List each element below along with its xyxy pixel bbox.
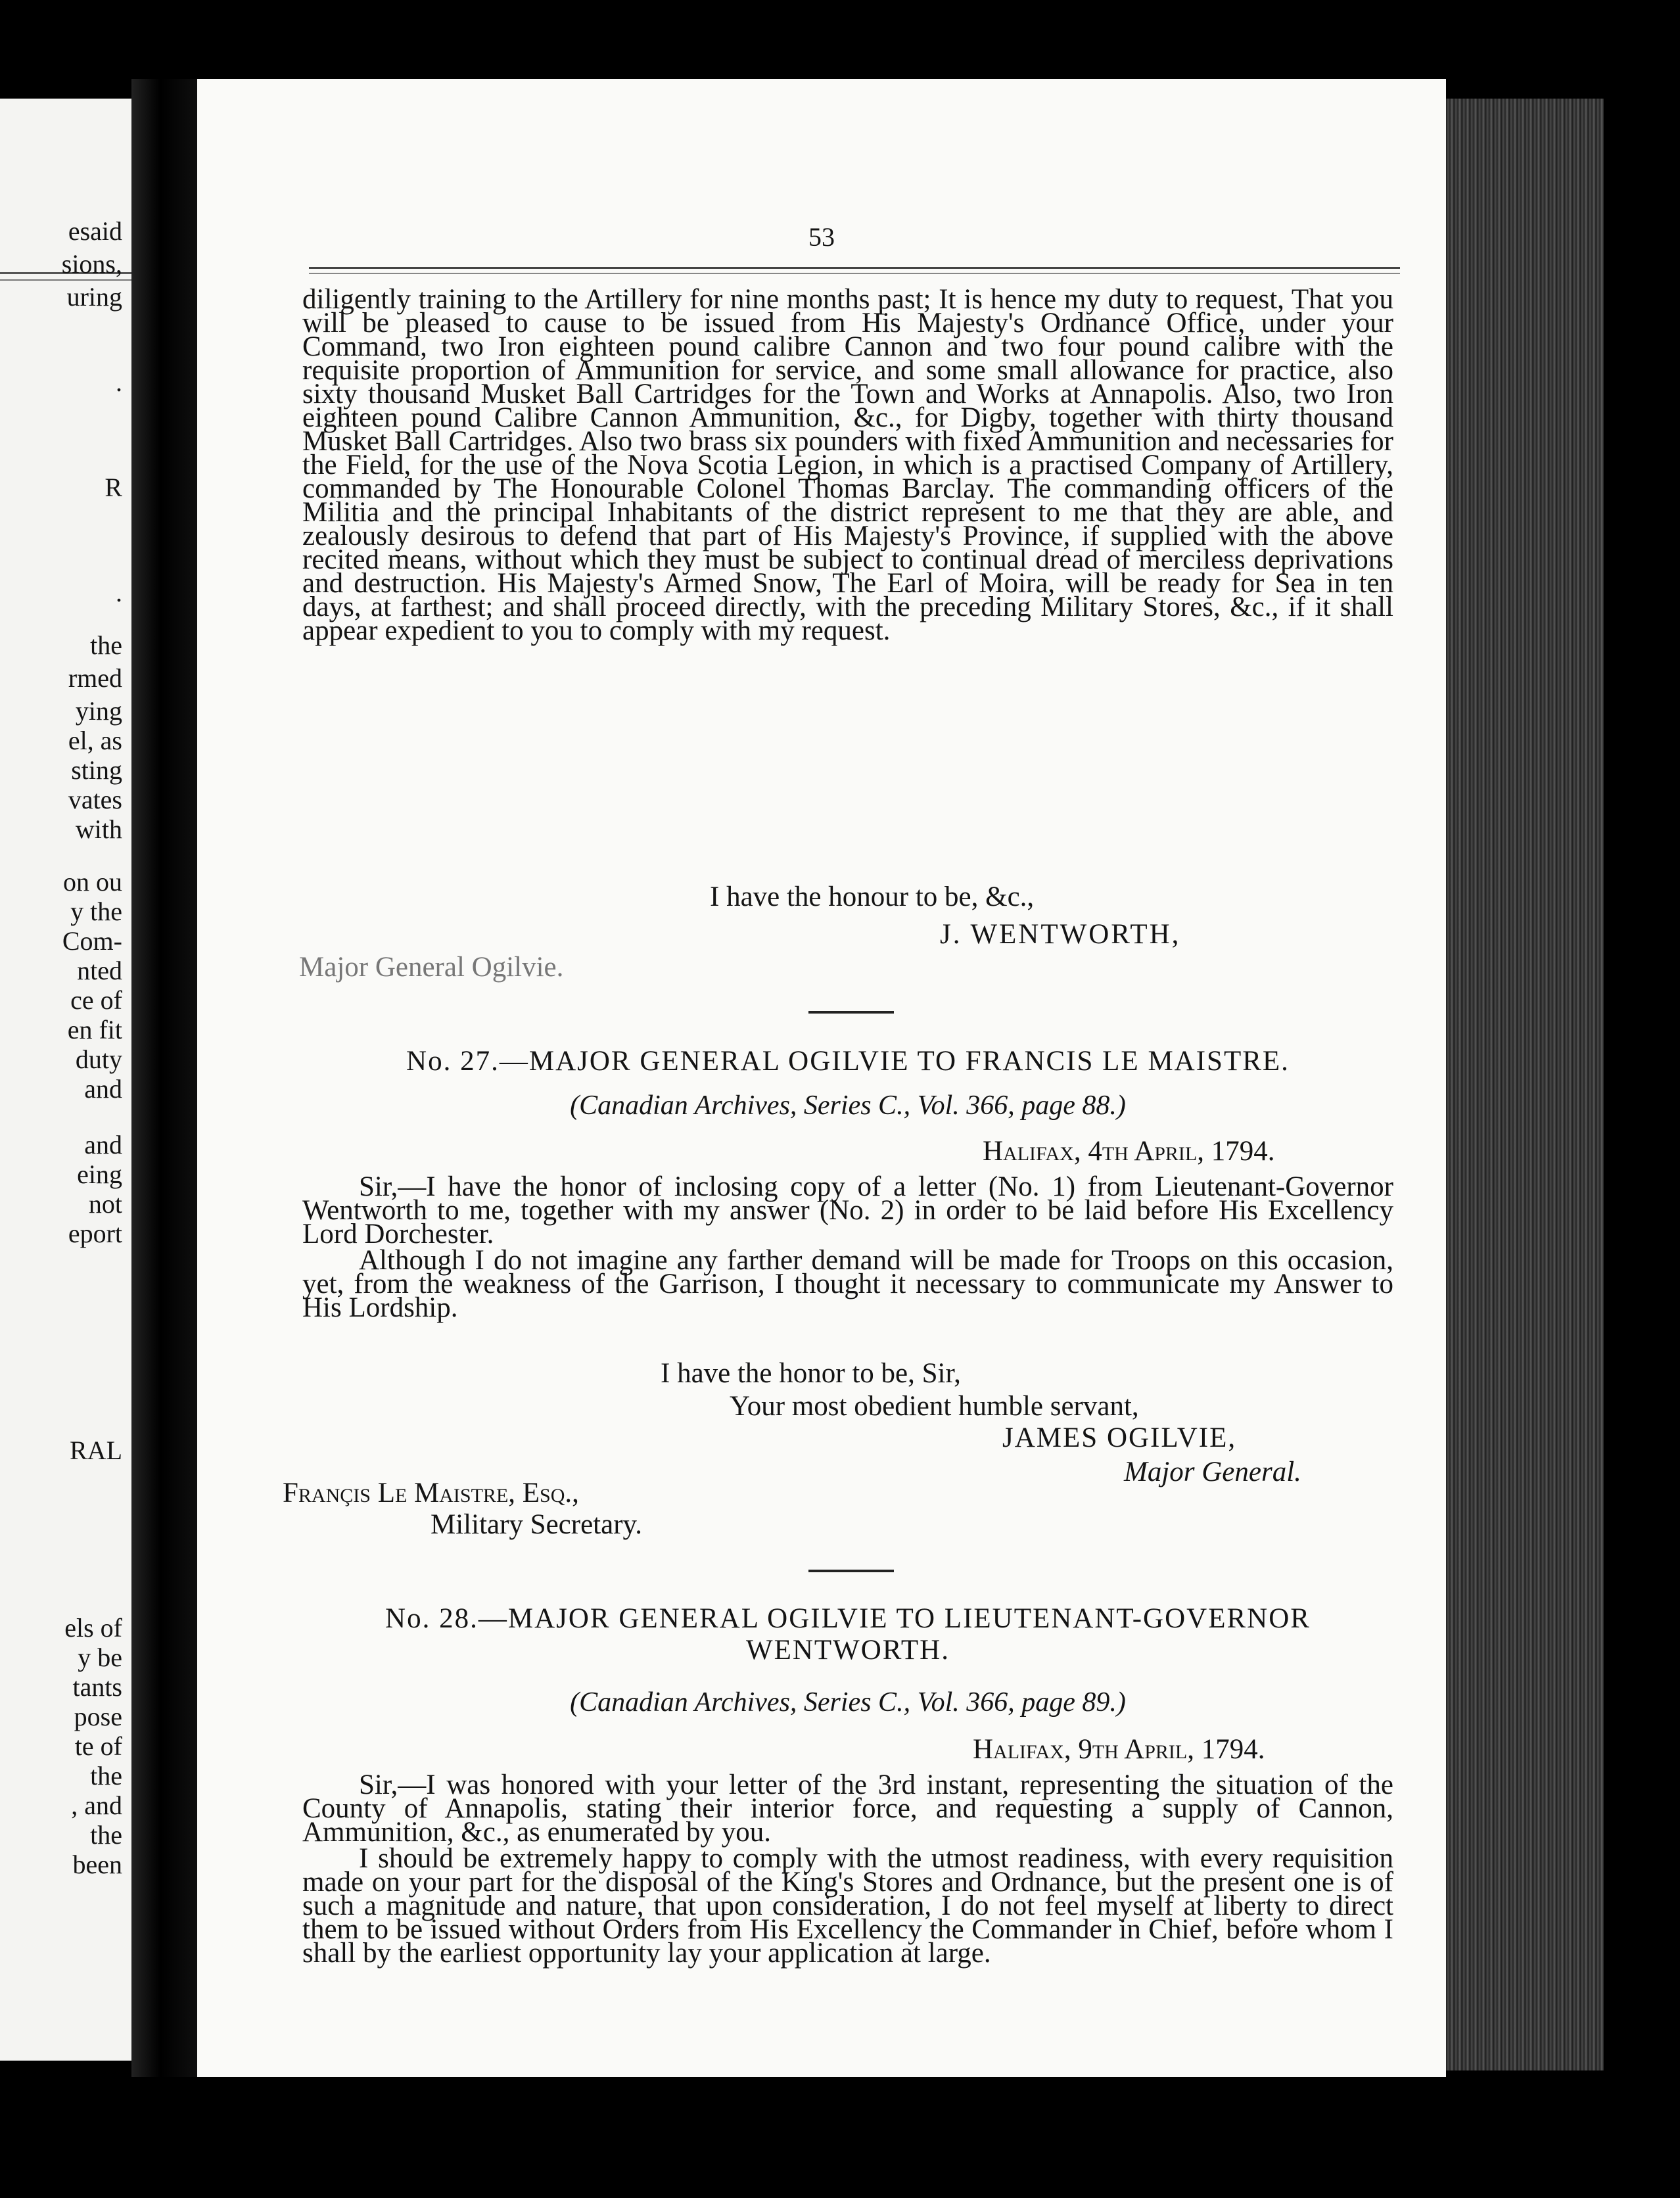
left-page-line: te of [74, 1731, 122, 1761]
letter28-body [302, 1769, 1393, 1969]
letter28-source-text: (Canadian Archives, Series C., Vol. 366, page 89.) [570, 1687, 1126, 1718]
continuation-signature: J. WENTWORTH, [940, 919, 1181, 950]
letter28-heading-line-1: No. 28.—MAJOR GENERAL OGILVIE TO LIEUTENANT-GOVERNOR [385, 1603, 1311, 1634]
left-page-line: not [88, 1189, 122, 1219]
left-page-line: the [90, 1820, 122, 1850]
left-page-line: ce of [70, 985, 122, 1015]
letter27-heading: No. 27.—MAJOR GENERAL OGILVIE TO FRANCIS LE MAISTRE. [406, 1046, 1290, 1077]
left-page-line: the [90, 1761, 122, 1790]
left-page-line: sions, [61, 249, 122, 279]
continuation-closing: I have the honour to be, &c., [710, 881, 1035, 912]
header-rule [309, 267, 1400, 274]
left-page-line: tants [72, 1672, 122, 1702]
continuation-paragraph: diligently training to the Artillery for nine months past; It is hence my duty to request, That you will be pleased to cause to be issued from His Majesty's Ordnance Office, under your Command, two Iron eighteen pound calibre Cannon and two four pound calibre with the requisite proportion of Ammunition for service, and some small allowance for practice, also sixty thousand Musket Ball Cartridges for the Town and Works at Annapolis. Also, two Iron eighteen pound Calibre Cannon Ammunition, &c., for Digby, together with thirty thousand Musket Ball Cartridges. Also two brass six pounders with fixed Ammunition and necessaries for the Field, for the use of the Nova Scotia Legion, in which is a practised Company of Artillery, commanded by The Honourable Colonel Thomas Barclay. The commanding officers of the Militia and the principal Inhabitants of the district represent to me that they are able, and zealously desirous to defend that part of His Majesty's Province, if supplied with the above recited means, without which they must be subject to continual dread of merciless deprivations and destruction. His Majesty's Armed Snow, The Earl of Moira, will be ready for Sea in ten days, at farthest; and shall proceed directly, with the preceding Military Stores, &c., if it shall appear expedient to you to comply with my request. [302, 284, 1393, 646]
left-page-line: Com- [62, 926, 122, 956]
left-page-line: ying [75, 696, 122, 726]
page-edges [1446, 99, 1604, 2070]
page-number: 53 [808, 222, 835, 252]
letter28-heading-line-2: WENTWORTH. [746, 1635, 950, 1666]
left-page-line: and [84, 1074, 122, 1104]
letter27-body [302, 1171, 1393, 1323]
left-page-line: . [116, 367, 122, 397]
left-page-line: with [75, 814, 122, 844]
continuation-letter [302, 284, 1393, 646]
letter27-addressee-title: Military Secretary. [431, 1509, 642, 1540]
left-page-line: vates [68, 785, 122, 814]
letter27-signature: JAMES OGILVIE, [1002, 1422, 1237, 1453]
left-page-line: on ou [63, 867, 122, 897]
left-page-fragment [0, 99, 131, 2061]
left-page-line: esaid [68, 216, 122, 246]
letter27-source [302, 1090, 1393, 1121]
left-page-line: pose [74, 1702, 122, 1731]
letter28-source [302, 1687, 1393, 1718]
left-page-line: y the [70, 897, 122, 926]
book-page [197, 79, 1446, 2077]
left-page-line: rmed [68, 663, 122, 693]
left-page-line: sting [71, 755, 122, 785]
left-page-line: eing [77, 1159, 122, 1189]
separator-1 [808, 1011, 894, 1014]
left-page-line: nted [77, 956, 122, 985]
left-page-line: and [84, 1130, 122, 1159]
letter27-paragraph-2: Although I do not imagine any farther demand will be made for Troops on this occasion, yet, from the weakness of the Garrison, I thought it necessary to communicate my Answer to His Lordship. [302, 1245, 1393, 1323]
letter27-rank-text: Major General. [1124, 1457, 1301, 1487]
left-page-line: el, as [68, 726, 122, 755]
continuation-addressee: Major General Ogilvie. [299, 952, 564, 983]
left-page-line: uring [66, 282, 122, 312]
letter27-closing-1: I have the honor to be, Sir, [661, 1358, 961, 1389]
left-page-line: y be [78, 1643, 122, 1672]
left-page-line: eport [68, 1219, 122, 1248]
letter27-source-text: (Canadian Archives, Series C., Vol. 366, page 88.) [570, 1090, 1126, 1121]
letter28-paragraph-2: I should be extremely happy to comply with the utmost readiness, with every requisition made on your part for the disposal of the King's Stores and Ordnance, but the present one is of such a magnitude and nature, that upon consideration, I do not feel myself at liberty to direct them to be issued without Orders from His Excellency the Commander in Chief, before whom I shall by the earliest opportunity lay your application at large. [302, 1843, 1393, 1969]
left-page-line: been [72, 1850, 122, 1879]
letter28-place-date: Halifax, 9th April, 1794. [973, 1734, 1265, 1765]
left-page-line: duty [75, 1044, 122, 1074]
left-page-line: R [105, 473, 122, 502]
left-page-line: . [116, 578, 122, 607]
left-page-line: the [90, 630, 122, 660]
left-page-line: els of [64, 1613, 122, 1643]
letter27-rank [1124, 1458, 1301, 1487]
letter27-place-date: Halifax, 4th April, 1794. [983, 1136, 1275, 1167]
left-page-line: en fit [67, 1015, 122, 1044]
separator-2 [808, 1570, 894, 1572]
left-page-line: RAL [70, 1436, 122, 1465]
left-page-line: , and [71, 1790, 122, 1820]
letter28-paragraph-1: Sir,—I was honored with your letter of the 3rd instant, representing the situation of the County of Annapolis, stating their interior force, and requesting a supply of Cannon, Ammunition, &c., as enumerated by you. [302, 1769, 1393, 1848]
letter27-addressee: Françis Le Maistre, Esq., [283, 1478, 579, 1508]
book-gutter [131, 79, 204, 2077]
letter27-closing-2: Your most obedient humble servant, [730, 1391, 1139, 1422]
letter27-paragraph-1: Sir,—I have the honor of inclosing copy of a letter (No. 1) from Lieutenant-Governor Wentworth to me, together with my answer (No. 2) in order to be laid before His Excellency Lord Dorchester. [302, 1171, 1393, 1250]
